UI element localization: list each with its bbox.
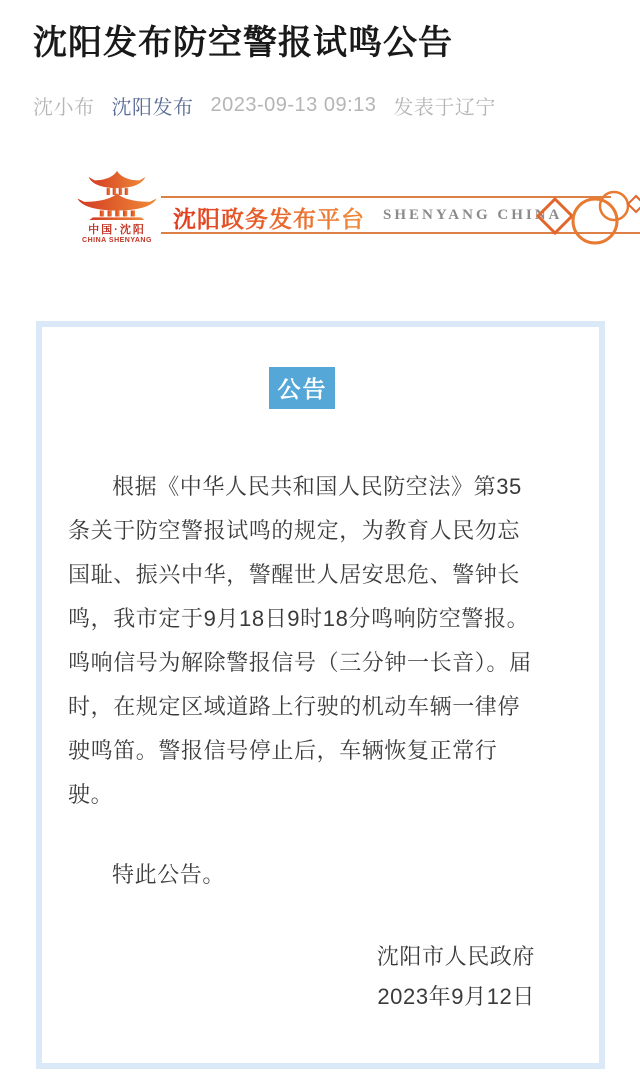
logo-text-en: CHINA SHENYANG xyxy=(82,236,152,244)
small-circle-icon xyxy=(600,192,628,220)
account-link[interactable]: 沈阳发布 xyxy=(111,96,194,119)
platform-name: 沈阳政务发布平台 xyxy=(173,201,365,234)
banner-decorations xyxy=(533,188,640,255)
platform-banner xyxy=(33,170,607,255)
tiny-diamond-icon xyxy=(628,196,640,212)
badge-row xyxy=(68,367,535,409)
signature-block xyxy=(68,937,535,1017)
byline xyxy=(33,91,607,120)
notice-body xyxy=(68,465,535,897)
diamond-icon xyxy=(533,237,640,254)
signature-date: 2023年9月12日 xyxy=(377,983,535,1009)
platform-name-en: SHENYANG CHINA xyxy=(383,206,563,223)
notice-closing: 特此公告。 xyxy=(112,861,226,887)
notice-badge: 公告 xyxy=(269,367,335,409)
page-title: 沈阳发布防空警报试鸣公告 xyxy=(33,24,453,62)
article xyxy=(0,22,640,255)
large-circle-icon xyxy=(573,199,617,243)
notice-paragraph: 根据《中华人民共和国人民防空法》第35条关于防空警报试鸣的规定，为教育人民勿忘国耻、振兴中华，警醒世人居安思危、警钟长鸣，我市定于9月18日9时18分鸣响防空警报。鸣响信号为解除警报信号（三分钟一长音）。届时，在规定区域道路上行驶的机动车辆一律停驶鸣笛。警报信号停止后，车辆恢复正常行驶。 xyxy=(68,473,532,807)
signature-issuer: 沈阳市人民政府 xyxy=(376,943,535,969)
publish-datetime: 2023-09-13 09:13 xyxy=(210,93,377,116)
notice-box xyxy=(36,321,605,1069)
author-name: 沈小布 xyxy=(33,96,95,119)
publish-location: 发表于辽宁 xyxy=(393,96,496,119)
logo-text-cn: 中国·沈阳 xyxy=(88,223,146,236)
shenyang-logo xyxy=(71,170,163,244)
pagoda-icon xyxy=(71,170,163,220)
